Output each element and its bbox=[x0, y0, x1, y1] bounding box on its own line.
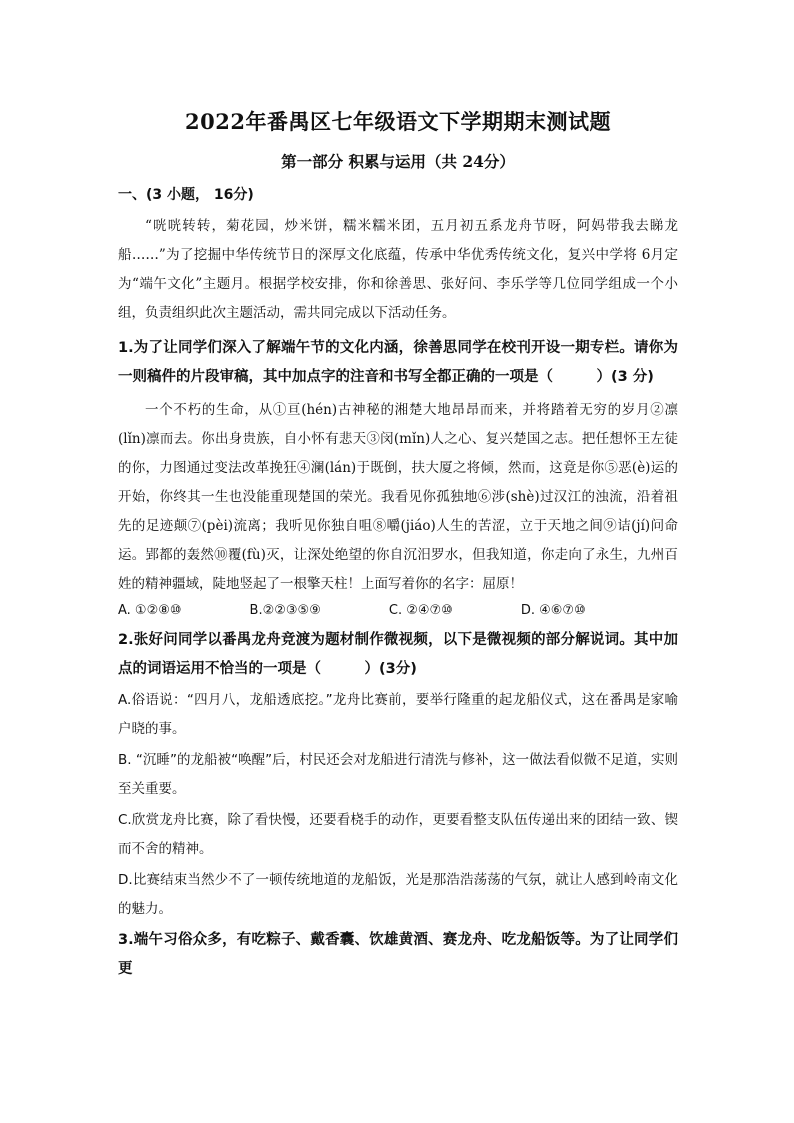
question-1-stem: 1.为了让同学们深入了解端午节的文化内涵，徐善思同学在校刊开设一期专栏。请你为一则稿件的片段审稿，其中加点字的注音和书写全都正确的一项是（ ）(3 分) bbox=[118, 340, 678, 385]
question-2-option-a: A.俗语说：“四月八，龙船透底挖。”龙舟比赛前，要举行隆重的起龙船仪式，这在番禺是家喻户晓的事。 bbox=[118, 692, 678, 737]
option-d: D. ④⑥⑦⑩ bbox=[520, 603, 586, 618]
option-a: A. ①②⑧⑩ bbox=[118, 603, 182, 618]
intro-paragraph: “咣咣转转，菊花园，炒米饼，糯米糯米团，五月初五系龙舟节呀，阿妈带我去睇龙船……”为了挖掘中华传统节日的深厚文化底蕴，传承中华优秀传统文化，复兴中学将 6月定为“端午文化”主题月。根据学校安排，你和徐善思、张好问、李乐学等几位同学组成一个小组，负责组织此次主题活动，需共同完成以下活动任务。 bbox=[118, 218, 678, 321]
question-1-options bbox=[118, 603, 678, 618]
section-heading: 一、(3 小题， 16分) bbox=[118, 187, 254, 203]
question-2-option-c: C.欣赏龙舟比赛，除了看快慢，还要看桡手的动作，更要看整支队伍传递出来的团结一致、锲而不舍的精神。 bbox=[118, 812, 678, 857]
question-2-stem: 2.张好问同学以番禺龙舟竞渡为题材制作微视频，以下是微视频的部分解说词。其中加点的词语运用不恰当的一项是（ ）(3分) bbox=[118, 632, 678, 677]
question-2-option-d: D.比赛结束当然少不了一顿传统地道的龙船饭，光是那浩浩荡荡的气氛，就让人感到岭南文化的魅力。 bbox=[118, 872, 678, 917]
option-b: B.②②③⑤⑨ bbox=[249, 603, 321, 618]
question-1-passage: 一个不朽的生命，从①亘(hén)古神秘的湘楚大地昂昂而来，并将踏着无穷的岁月②凛(lǐn)凛而去。你出身贵族，自小怀有悲天③闵(mǐn)人之心、复兴楚国之志。把任想怀王左徒的你，力图通过变法改革挽狂④澜(lán)于既倒，扶大厦之将倾，然而，这竟是你⑤恶(è)运的开始，你终其一生也没能重现楚国的荣光。我看见你孤独地⑥涉(shè)过汉江的浊流，沿着祖先的足迹颠⑦(pèi)流离；我听见你独自咀⑧嚼(jiáo)人生的苦涩，立于天地之间⑨诘(jí)问命运。郢都的轰然⑩覆(fù)灭，让深处绝望的你自沉汨罗水，但我知道，你走向了永生，九州百姓的精神疆域，陡地竖起了一根擎天柱！上面写着你的名字：屈原！ bbox=[118, 402, 678, 592]
question-3-stem: 3.端午习俗众多，有吃粽子、戴香囊、饮雄黄酒、赛龙舟、吃龙船饭等。为了让同学们更 bbox=[118, 932, 678, 977]
question-2-option-b: B. “沉睡”的龙船被“唤醒”后，村民还会对龙船进行清洗与修补，这一做法看似微不足道，实则至关重要。 bbox=[118, 752, 678, 797]
part-subtitle: 第一部分 积累与运用（共 24分） bbox=[281, 152, 515, 171]
exam-page bbox=[118, 100, 678, 984]
option-c: C. ②④⑦⑩ bbox=[388, 603, 453, 618]
page-title: 2022年番禺区七年级语文下学期期末测试题 bbox=[185, 109, 611, 134]
